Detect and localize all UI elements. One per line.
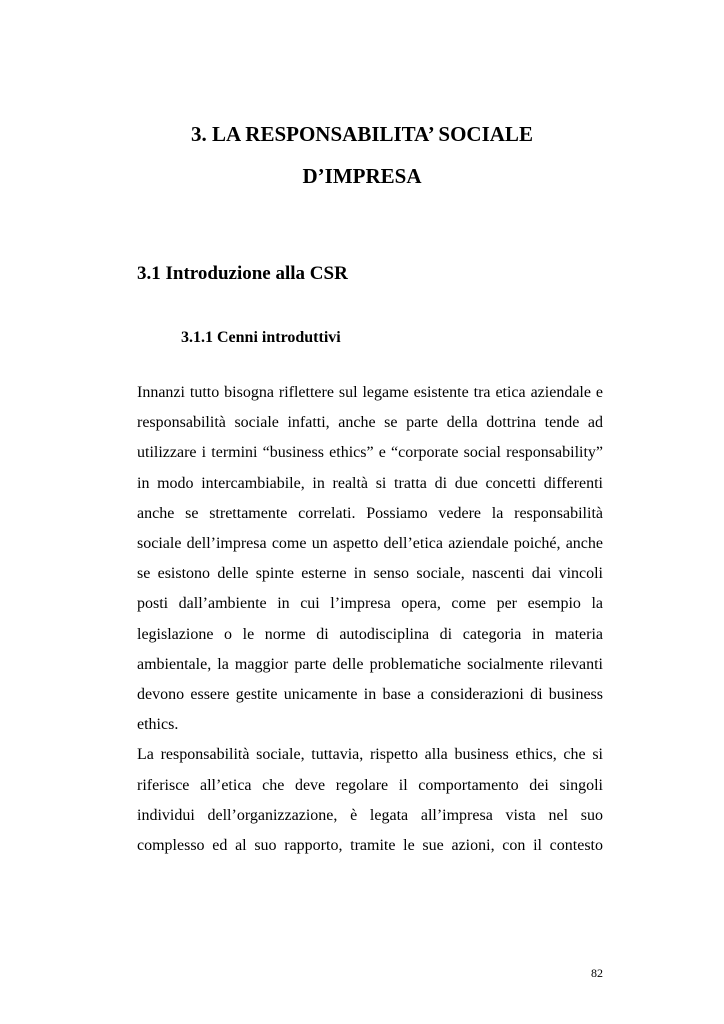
chapter-title-line-1: 3. LA RESPONSABILITA’ SOCIALE: [191, 122, 533, 146]
section-title: 3.1 Introduzione alla CSR: [137, 263, 348, 284]
body-text: [137, 378, 603, 861]
page-number: 82: [591, 966, 603, 980]
chapter-title: [0, 113, 724, 197]
paragraph: Innanzi tutto bisogna riflettere sul legame esistente tra etica aziendale e responsabilità sociale infatti, anche se parte della dottrina tende ad utilizzare i termini “business ethics” e “corporate social responsability” in modo intercambiabile, in realtà si tratta di due concetti differenti anche se strettamente correlati. Possiamo vedere la responsabilità sociale dell’impresa come un aspetto dell’etica aziendale poiché, anche se esistono delle spinte esterne in senso sociale, nascenti dai vincoli posti dall’ambiente in cui l’impresa opera, come per esempio la legislazione o le norme di autodisciplina di categoria in materia ambientale, la maggior parte delle problematiche socialmente rilevanti devono essere gestite unicamente in base a considerazioni di business ethics.: [137, 384, 603, 734]
paragraph: La responsabilità sociale, tuttavia, rispetto alla business ethics, che si riferisce all’etica che deve regolare il comportamento dei singoli individui dell’organizzazione, è legata all’impresa vista nel suo complesso ed al suo rapporto, tramite le sue azioni, con il contesto: [137, 746, 603, 855]
subsection-title: 3.1.1 Cenni introduttivi: [181, 329, 341, 346]
chapter-title-line-2: D’IMPRESA: [302, 164, 422, 188]
